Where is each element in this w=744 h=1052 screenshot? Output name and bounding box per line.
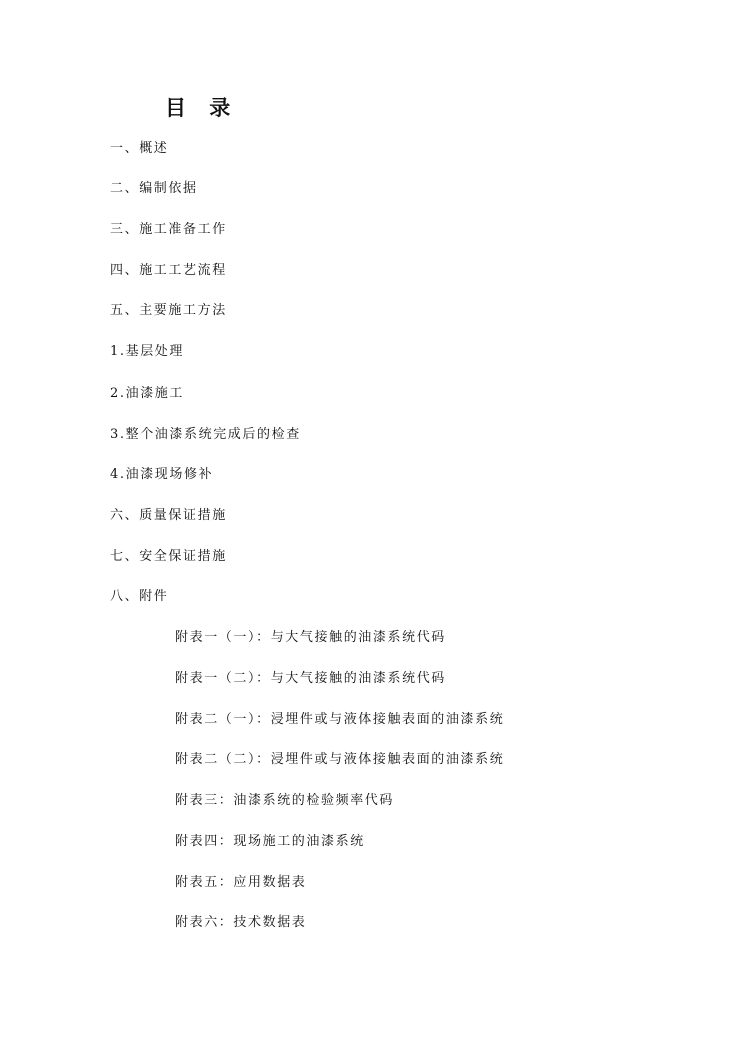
toc-entry-main-methods: 五、主要施工方法 (110, 303, 227, 318)
toc-entry-system-inspection: 3.整个油漆系统完成后的检查 (110, 427, 301, 442)
toc-title: 目 录 (165, 95, 239, 120)
toc-entry-quality-measures: 六、质量保证措施 (110, 508, 227, 523)
toc-entry-overview: 一、概述 (110, 141, 169, 156)
toc-entry-appendix-5: 附表五：应用数据表 (175, 875, 307, 890)
toc-entry-paint-application: 2.油漆施工 (110, 386, 185, 401)
toc-entry-attachments: 八、附件 (110, 589, 169, 604)
toc-entry-appendix-3: 附表三：油漆系统的检验频率代码 (175, 793, 395, 808)
toc-entry-process-flow: 四、施工工艺流程 (110, 263, 227, 278)
toc-entry-preparation: 三、施工准备工作 (110, 222, 227, 237)
toc-entry-appendix-1-1: 附表一（一）：与大气接触的油漆系统代码 (175, 630, 446, 645)
toc-entry-basis: 二、编制依据 (110, 181, 198, 196)
toc-entry-appendix-1-2: 附表一（二）：与大气接触的油漆系统代码 (175, 671, 446, 686)
toc-entry-safety-measures: 七、安全保证措施 (110, 549, 227, 564)
toc-entry-appendix-6: 附表六：技术数据表 (175, 915, 307, 930)
toc-entry-substrate-treatment: 1.基层处理 (110, 344, 185, 359)
toc-entry-appendix-2-1: 附表二（一）：浸埋件或与液体接触表面的油漆系统 (175, 712, 505, 727)
toc-entry-site-repair: 4.油漆现场修补 (110, 467, 214, 482)
toc-entry-appendix-2-2: 附表二（二）：浸埋件或与液体接触表面的油漆系统 (175, 752, 505, 767)
toc-entry-appendix-4: 附表四：现场施工的油漆系统 (175, 834, 365, 849)
